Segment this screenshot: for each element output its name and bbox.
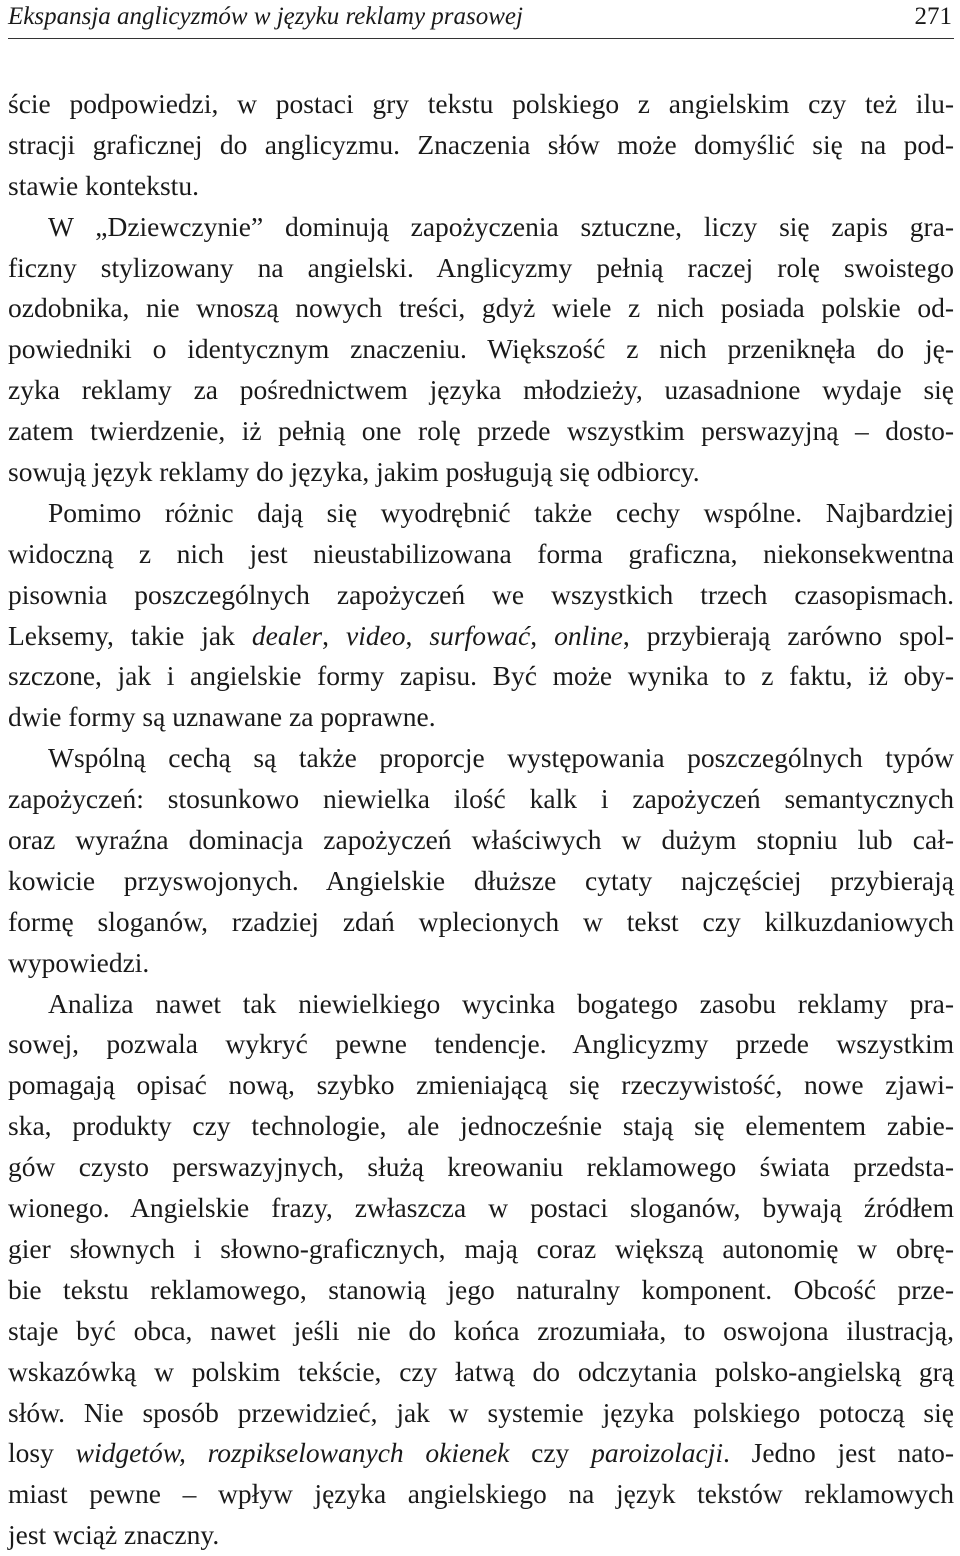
text-line: ozdobnika, nie wnoszą nowych treści, gdyż wiele z nich posiada polskie od- (8, 292, 954, 324)
running-title: Ekspansja anglicyzmów w języku reklamy prasowej (8, 3, 523, 30)
text-line: Analiza nawet tak niewielkiego wycinka bogatego zasobu reklamy pra- (48, 987, 954, 1019)
page-number: 271 (914, 3, 952, 30)
text-line: pomagają opisać nową, szybko zmieniającą się rzeczywistość, nowe zjawi- (8, 1069, 954, 1101)
text-segment: , (405, 619, 430, 651)
text-segment: Leksemy, takie jak (8, 619, 252, 651)
text-line: słów. Nie sposób przewidzieć, jak w systemie języka polskiego potoczą się (8, 1396, 954, 1428)
text-segment: , przybierają zarówno spol- (622, 619, 955, 651)
text-line: sowują język reklamy do języka, jakim posługują się odbiorcy. (8, 456, 700, 488)
body-text (8, 84, 954, 1556)
italic-term: surfować (429, 619, 531, 651)
text-line: wskazówką w polskim tekście, czy łatwą do odczytania polsko-angielską grą (8, 1355, 954, 1387)
text-line: zatem twierdzenie, iż pełnią one rolę przede wszystkim perswazyjną – dosto- (8, 415, 954, 447)
text-line: ska, produkty czy technologie, ale jednocześnie stają się elementem zabie- (8, 1110, 954, 1142)
text-line: sowej, pozwala wykryć pewne tendencje. Anglicyzmy przede wszystkim (8, 1028, 954, 1060)
italic-term: online (554, 619, 623, 651)
text-line: W „Dziewczynie” dominują zapożyczenia sztuczne, liczy się zapis gra- (48, 210, 954, 242)
text-line: oraz wyraźna dominacja zapożyczeń właściwych w dużym stopniu lub cał- (8, 824, 954, 856)
text-line: miast pewne – wpływ języka angielskiego na język tekstów reklamowych (8, 1478, 954, 1510)
text-segment: losy (8, 1437, 76, 1469)
italic-term: widgetów, rozpikselowanych okienek (75, 1437, 510, 1469)
italic-term: dealer (251, 619, 323, 651)
text-segment: . Jedno jest nato- (722, 1437, 954, 1469)
text-line: Pomimo różnic dają się wyodrębnić także cechy wspólne. Najbardziej (48, 496, 954, 528)
text-line: stracji graficznej do anglicyzmu. Znaczenia słów może domyślić się na pod- (8, 128, 954, 160)
text-line: staje być obca, nawet jeśli nie do końca zrozumiała, to oswojona ilustracją, (8, 1314, 954, 1346)
text-line: gów czysto perswazyjnych, służą kreowaniu reklamowego świata przedsta- (8, 1151, 954, 1183)
text-line: formę sloganów, rzadziej zdań wplecionych w tekst czy kilkuzdaniowych (8, 905, 954, 937)
text-line: dwie formy są uznawane za poprawne. (8, 701, 436, 733)
text-segment: , (322, 619, 346, 651)
text-line: gier słownych i słowno-graficznych, mają coraz większą autonomię w obrę- (8, 1232, 954, 1264)
text-line: kowicie przyswojonych. Angielskie dłuższe cytaty najczęściej przybierają (8, 864, 954, 896)
text-line: wypowiedzi. (8, 946, 150, 978)
text-segment: , (530, 619, 555, 651)
text-line: wionego. Angielskie frazy, zwłaszcza w postaci sloganów, bywają źródłem (8, 1192, 954, 1224)
text-line: powiedniki o identycznym znaczeniu. Większość z nich przeniknęła do ję- (8, 333, 954, 365)
text-line: zapożyczeń: stosunkowo niewielka ilość kalk i zapożyczeń semantycznych (8, 783, 954, 815)
text-line: Wspólną cechą są także proporcje występowania poszczególnych typów (48, 742, 954, 774)
text-line: stawie kontekstu. (8, 169, 199, 201)
italic-term: video (345, 619, 406, 651)
italic-term: paroizolacji (591, 1437, 723, 1469)
text-line: pisownia poszczególnych zapożyczeń we wszystkich trzech czasopismach. (8, 578, 954, 610)
text-line: szczone, jak i angielskie formy zapisu. Być może wynika to z faktu, iż oby- (8, 660, 954, 692)
document-page (8, 0, 955, 1551)
text-line: ficzny stylizowany na angielski. Anglicyzmy pełnią raczej rolę swoistego (8, 251, 954, 283)
text-line: ście podpowiedzi, w postaci gry tekstu polskiego z angielskim czy też ilu- (8, 88, 954, 119)
text-line-with-italic-terms (8, 616, 954, 657)
text-line-with-italic-terms (8, 1433, 954, 1474)
running-header (8, 0, 954, 39)
text-line: zyka reklamy za pośrednictwem języka młodzieży, uzasadnione wydaje się (8, 374, 954, 406)
text-line: bie tekstu reklamowego, stanowią jego naturalny komponent. Obcość prze- (8, 1273, 954, 1305)
text-line: jest wciąż znaczny. (8, 1519, 220, 1551)
text-segment: czy (509, 1437, 592, 1469)
text-line: widoczną z nich jest nieustabilizowana forma graficzna, niekonsekwentna (8, 537, 954, 569)
